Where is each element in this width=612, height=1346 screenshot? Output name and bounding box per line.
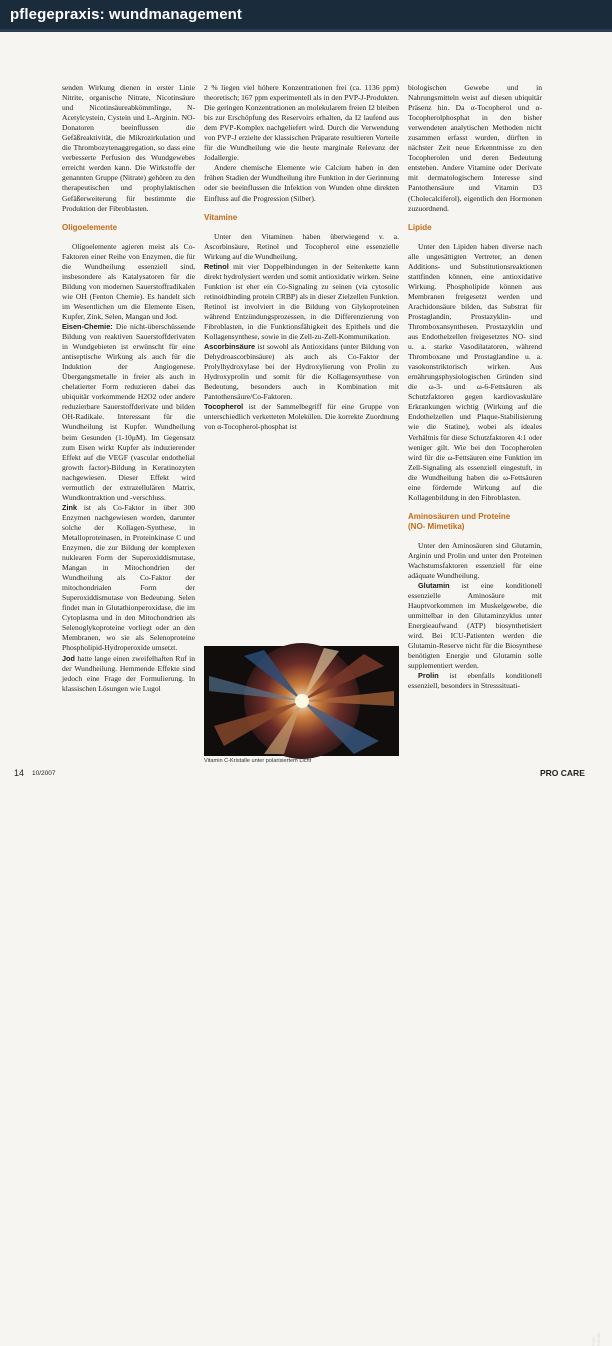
term-zink: Zink: [62, 503, 77, 512]
paragraph: ist ebenfalls konditionell essenziell, besonders in Stresssituati-: [408, 671, 542, 690]
paragraph: biologischen Gewebe und in Nahrungsmitteln weist auf diesen ubiquitär Präsenz hin. Da α-Tocopherol und α-Tocopherolphosphat in den bisher verwendeten analytischen Methoden nicht zusammen erfasst wurden, dürften in nächster Zeit neue Erkenntnisse zu den Tocopherolen und deren Bedeutung entstehen. Andere Vitamine oder Derivate mit dermatologischem Interesse sind Pantothensäure und Vitamin D3 (Cholecalciferol), eigentlich den Hormonen zuzuordnend.: [408, 83, 542, 214]
magazine-brand: PRO CARE: [540, 768, 585, 778]
paragraph: Andere chemische Elemente wie Calcium haben in den frühen Stadien der Wundheilung ihre Funktion in der Gerinnung oder sie beeinflussen die Infektion von Wunden ohne direkten Einfluss auf die Progression (Silber).: [204, 163, 399, 203]
header-rule: [0, 29, 612, 32]
heading-vitamine: Vitamine: [204, 213, 399, 223]
paragraph: mit vier Doppelbindungen in der Seitenkette kann direkt hydrolysiert werden und somit antioxidativ wirken. Seine Funktion ist eher ein Co-Signaling zu seinen (via cytosolic retinoidbinding protein CRBP) als in dieser Zielzellen Funktion. Retinol ist involviert in die Bildung von Glykoproteinen während Entzündungsprozessen, in die Differenzierung von Fibroblasten, in die Funktionsfähigkeit des Epithels und die Kollagensynthese, sowie in die Zell-zu-Zell-Kommunikation.: [204, 262, 399, 341]
paragraph: senden Wirkung dienen in erster Linie Nitrite, organische Nitrate, Nicotinsäure und Nicotinsäureabkömmlinge, N-Acetylcystein, Cystein und L-Arginin. NO-Donatoren beeinflussen die Gefäßreaktivität, die Mikrozirkulation und die Thrombozytenaggregation, so dass eine verbesserte Perfusion des Wundgewebes erreicht werden kann. Die Wirkstoffe der genannten Gruppe (Nitrate) gehören zu den therapeutischen und prophylaktischen Gefäßerweiterung für bestimmte die Produktion der Fibroblasten.: [62, 83, 195, 214]
vitamin-c-crystal-photo: [204, 646, 399, 756]
paragraph: hatte lange einen zweifelhaften Ruf in der Wundheilung. Hemmende Effekte sind jedoch eine Frage der Formulierung. In klassischen Lösungen wie Lugol: [62, 654, 195, 693]
page-number: 14: [14, 768, 24, 778]
figure-caption: Vitamin C-Kristalle unter polarisiertem Licht: [204, 758, 399, 765]
term-jod: Jod: [62, 654, 75, 663]
paragraph: ist eine konditionell essenzielle Aminosäure mit Hauptvorkommen im Muskelgewebe, die unmittelbar in den Glutaminzyklus unter Energieaufwand (ATP) biosynthetisiert wird. Bei ICU-Patienten werden die Glutamin-Reserve nicht für die Biosynthese benötigten Energie und Glutamin solle supplementiert werden.: [408, 581, 542, 670]
paragraph: Oligoelemente agieren meist als Co-Faktoren einer Reihe von Enzymen, die für die Wundheilung essenziell sind, insbesondere als Katalysatoren für die Bildung von modernen Sauerstoffradikalen wie OH (Fenton Chemie). Es handelt sich im Wesentlichen um die Elemente Eisen, Kupfer, Zink, Selen, Mangan und Jod.: [62, 242, 195, 322]
paragraph: ist sowohl als Antioxidans (unter Bildung von Dehydroascorbinsäure) als auch als Co-Faktor der Prolylhydroxylase bei der Hydroxylierung von Prolin zu Hydroxyprolin und somit für die Kollagensynthese von Bedeutung, besonders auch in Kombination mit Pantothensäure/Co-Faktoren.: [204, 342, 399, 401]
header-band: [0, 0, 612, 29]
heading-lipide: Lipide: [408, 223, 542, 233]
paragraph: Unter den Lipiden haben diverse nach alle ungesättigten Vertreter, an denen Additions- und Substitutionsreaktionen stattfinden können, eine antioxidative Wirkung. Phospholipide können aus Membranen freigesetzt werden und Arachidonsäure bilden, das Substrat für Prostaglandin, Prostazyklin- und Thromboxansynthesen. Prostazyklin und aus Endothelzellen freigesetztes NO- sind u. a. starke Vasodilatatoren, während Thromboxane und Prostaglandine u. a. vasokonstriktorisch wirken. Aus ernährungsphysiologischen Gründen sind die ω-3- und ω-6-Fettsäuren als Schutzfaktoren gegen kardiovaskuläre Erkrankungen wichtig (Wirkung auf die Endothelzellen und Plaque-Stabilisierung wie die Statine), wobei als ideales Verhältnis für diese Schutzfaktoren 4:1 oder weniger gilt. Wie bei den Tocopherolen wird für die ω-Fettsäuren eine Funktion im Zell-Signaling als essenziell eingestuft, in die Wundheilung haben die ω-Fettsäuren eine fördernde Wirkung auf die Kollagenbildung in den Fibroblasten.: [408, 242, 542, 503]
heading-no-mimetika: (NO- Mimetika): [408, 522, 542, 532]
heading-aminosaeuren: Aminosäuren und Proteine: [408, 512, 542, 522]
column-3: [408, 83, 542, 763]
issue-date: 10/2007: [32, 770, 56, 777]
term-glutamin: Glutamin: [418, 581, 450, 590]
paragraph: ist als Co-Faktor in über 300 Enzymen nachgewiesen worden, darunter solche der Kollagen-Synthese, in Metalloproteinasen, in Proteinkinase C und Enzymen, die zur Bildung der komplexen nuklearen Form der Superoxiddismutase, Mangan in Mitochondrien der Wundheilung als Co-Faktor der mitochondrialen Form der Superoxiddismutase von Bedeutung. Selen findet man in Glutathionperoxidase, die im Cytoplasma und in den Mitochondrien als Selenoglykoproteine vorliegt oder an den Membranen, wo sie als Selenoproteine Phospholipid-Hydroperoxide umsetzt.: [62, 503, 195, 653]
crystal-image: [204, 646, 399, 756]
paragraph: Unter den Vitaminen haben überwiegend v. a. Ascorbinsäure, Retinol und Tocopherol eine essenzielle Wirkung auf die Wundheilung.: [204, 232, 399, 262]
paragraph: Unter den Aminosäuren sind Glutamin, Arginin und Prolin und unter den Proteinen Wachstumsfaktoren essenziell für eine adäquate Wundheilung.: [408, 541, 542, 581]
photo-credit: Foto: Fotolia: [591, 1333, 601, 1346]
column-2: [204, 83, 399, 641]
heading-oligoelemente: Oligoelemente: [62, 223, 195, 233]
section-title: pflegepraxis: wundmanagement: [10, 6, 242, 23]
paragraph: Die nicht-überschüssende Bildung von reaktiven Sauerstoffderivaten in Wundgebieten ist erwünscht für eine antiseptische Wirkung als auch für die Induktion der Angiogenese. Übergangsmetalle in freier als auch in chelatierter Form reduzieren dabei das ubiquitär vorkommende H2O2 oder andere reduzierbare Sauerstoffderivate und bilden OH-Radikale. Interessant für die Wundheilung ist Kupfer. Wundheilung beim Gesunden (1-10μM). Im Gegensatz zum Eisen wirkt Kupfer als induzierender Effekt auf die VEGF (vascular endothelial growth factor)-Bildung in Keratinozyten nachgewiesen. Dieser Effekt wird vermutlich der extrazellulären Matrix, Wundkontraktion und -verschluss.: [62, 322, 195, 502]
term-retinol: Retinol: [204, 262, 229, 271]
term-ascorbinsaeure: Ascorbinsäure: [204, 342, 255, 351]
paragraph: ist der Sammelbegriff für eine Gruppe von unterschiedlich verketteten Molekülen. Die korrekte Zuordnung von α-Tocopherol-phosphat ist: [204, 402, 399, 431]
term-eisen: Eisen-Chemie:: [62, 322, 113, 331]
term-prolin: Prolin: [418, 671, 439, 680]
column-1: [62, 83, 195, 763]
term-tocopherol: Tocopherol: [204, 402, 243, 411]
paragraph: 2 % liegen viel höhere Konzentrationen frei (ca. 1136 ppm) theoretisch; 167 ppm experimentell als in den PVP-J-Produkten. Die geringen Konzentrationen an molekularem freien I2 bleiben bis zur Erschöpfung des Reservoirs erhalten, da I2 laufend aus dem PVP-Komplex nachgeliefert wird. Durch die Verwendung von PVP-J erzielte der klassischen Präparate resultieren Vorteile für die Wundheilung wie die heute marginale Relevanz der Jodallergie.: [204, 83, 399, 163]
